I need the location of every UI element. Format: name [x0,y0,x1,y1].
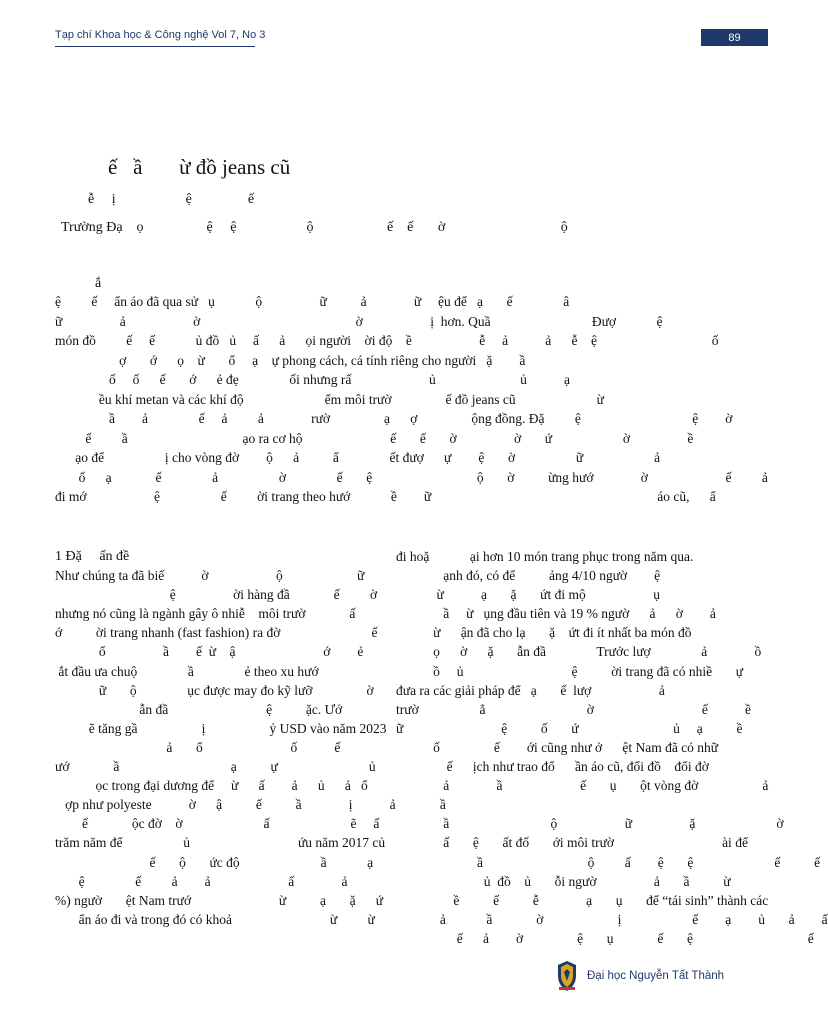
body-text-line: ữ ệ ố ứ ủ ạ ề [396,720,743,736]
body-text-line: ế ộ ức độ ầ ạ [55,854,374,870]
body-text-line: ả ổ ố ế [55,739,341,755]
body-text-line: ọ ờ ặ ẫn đầ Trước lượ ả ồ [396,644,762,660]
body-text-line: ớ ời trang nhanh (fast fashion) ra đờ ế [55,625,378,641]
body-text-line: ầ ộ ấ ệ ệ ế ế [396,854,821,870]
body-text-line: ầ ộ ữ ặ ờ [396,816,784,832]
journal-name: Tạp chí Khoa học & Công nghệ Vol 7, No 3 [55,29,266,41]
body-text-line: ẫn đầ ệ ặc. Ướ [55,701,343,717]
abstract-line: món đồ ế ế ủ đồ ủ ấ ả ọi người ời độ ề ễ ả ả ễ ệ ố [55,333,719,348]
footer [555,960,724,992]
body-text-line: ấ ệ ất đố ới môi trườ ài để [396,835,748,851]
body-text-line: ế ộc đờ ờ ấ ẽ ấ [55,816,380,832]
body-text-line: ừ ận đã cho lạ ặ ứt đi ít nhất ba món đồ [396,625,692,641]
body-text-line: ố ế ới cũng như ở ệt Nam đã có nhữ [396,739,719,755]
abstract-line: ố ố ế ớ ẻ đẹ ối nhưng rấ ủ ủ ạ [55,372,571,387]
university-crest-icon [555,960,579,992]
body-text-line: ọc trong đại dương để ừ ấ ả ủ ả ổ [55,778,368,794]
body-text-line: ướ ầ ạ ự ủ [55,759,376,775]
body-text-line: ả ầ ờ ị ế ạ ủ ả ấ [396,911,828,927]
article-authors: ễ ị ệ ế [88,192,255,207]
university-name: Đại học Nguyễn Tất Thành [587,970,725,982]
section-heading: 1 Đặ ấn đề [55,549,130,564]
body-text-line: trăm năm để ủ ứu năm 2017 củ [55,835,386,851]
body-text-line: Như chúng ta đã biế ờ ộ ữ [55,568,365,584]
abstract-body [55,292,768,507]
abstract-line: ữ ả ờ ờ ị hơn. Quầ Đượ ệ [55,313,663,329]
abstract-line: ợ ớ ọ ừ ổ ạ ự phong cách, cá tính riêng cho người ặ ầ [55,352,526,368]
abstract-line: đi mớ ệ ế ời trang theo hướ ề ữ áo cũ, ẩ [55,489,716,504]
body-text-line: ế ả ờ ệ ụ ế ệ ế [396,930,814,946]
abstract-line: ạo để ị cho vòng đờ ộ ả ẩ ết đượ ự ệ ờ ữ ả [55,450,661,465]
body-text-line: ợp như polyeste ờ ậ ế ầ ị ả [55,797,396,813]
body-text-line: trườ ẳ ờ ế ề [396,701,751,717]
body-text-line: đi hoặ ại hơn 10 món trang phục trong năm qua. [396,549,694,564]
body-text-line: ủ đồ ủ ỗi ngườ ả ầ ừ [396,873,731,889]
body-text-line: ữ ộ ục được may đo kỹ lưỡ ờ [55,682,374,698]
body-text-line: ầ ừ ụng đầu tiên và 19 % ngườ ả ờ ả [396,606,716,622]
body-text-line: nhưng nó cũng là ngành gây ô nhiễ môi trườ ấ [55,606,356,622]
body-text-line: ừ ạ ặ ứt đi mộ ụ [396,587,660,603]
body-text-line: ế ịch như trao đổ ần áo cũ, đổi đồ đổi đờ [396,759,709,775]
left-column [55,547,396,929]
body-text-line: ẽ tăng gầ ị ỷ USD vào năm 2023 [55,720,387,736]
abstract-line: ầ ả ế ả ả rườ ạ ợ ộng đồng. Đặ ệ ệ ờ [55,411,733,426]
abstract-line: ều khí metan và các khí độ ểm môi trườ ế đồ jeans cũ ừ [55,391,604,407]
abstract-line: ế ầ ạo ra cơ hộ ế ế ờ ờ ứ ờ ề [55,430,694,446]
article-title: ế ầ ừ đồ jeans cũ [108,155,291,179]
body-text-line: ả ầ ế ụ ột vòng đờ ả [396,778,769,794]
body-text-line: ồ ủ ệ ời trang đã có nhiề ự [396,663,744,679]
page-number: 89 [701,29,768,46]
body-text-line: ầ [396,797,446,813]
body-text-line: ắt đầu ưa chuộ ầ ẻ theo xu hướ [55,663,319,679]
abstract-line: ố ạ ế ả ờ ế ệ ộ ờ ừng hướ ờ ế ả [55,469,768,485]
body-text-line: ạnh đó, có để ảng 4/10 ngườ ệ [396,568,661,584]
body-text-line: ề ế ễ ạ ụ để “tái sinh” thành các [396,892,769,908]
body-text-line: ệ ế ả ả ấ ả [55,873,348,889]
right-column [396,547,828,948]
body-text-line: ệ ời hàng đầ ế ờ [55,587,378,603]
header-divider [55,46,255,47]
body-text-line: %) ngườ ệt Nam trướ ừ ạ ặ ứ [55,892,384,908]
abstract-line: ệ ế ẩn áo đã qua sử ụ ộ ữ ả ữ ệu để ạ ế â [55,294,570,309]
body-text-line: đưa ra các giải pháp để ạ ế lượ ả [396,682,665,698]
body-text-line: ổ ầ ế ừ ậ ớ ẻ [55,644,364,660]
body-text-line: ẩn áo đi và trong đó có khoả ừ ừ [55,911,375,927]
article-affiliation: Trường Đạ ọ ệ ệ ộ ế ế ờ ộ [61,220,568,235]
abstract-heading: ắ [95,276,102,291]
